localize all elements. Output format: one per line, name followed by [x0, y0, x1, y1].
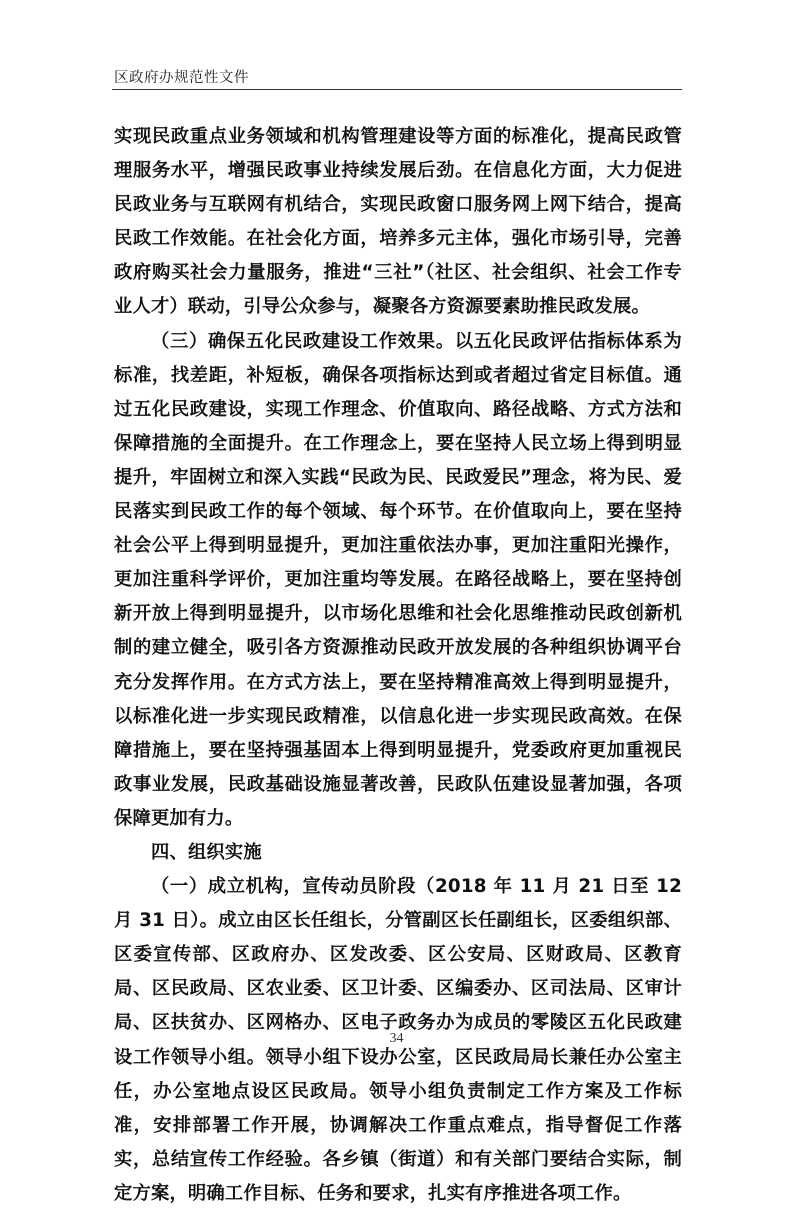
header-divider [112, 89, 682, 90]
page-number: 34 [389, 1031, 404, 1046]
running-header: 区政府办规范性文件 [114, 70, 249, 86]
paragraph-continuation: 实现民政重点业务领域和机构管理建设等方面的标准化，提高民政管理服务水平，增强民政事业持续发展后劲。在信息化方面，大力促进民政业务与互联网有机结合，实现民政窗口服务网上网下结合，提高民政工作效能。在社会化方面，培养多元主体，强化市场引导，完善政府购买社会力量服务，推进“三社”（社区、社会组织、社会工作专业人才）联动，引导公众参与，凝聚各方资源要素助推民政发展。 [114, 126, 682, 318]
paragraph-section-3: （三）确保五化民政建设工作效果。以五化民政评估指标体系为标准，找差距，补短板，确保各项指标达到或者超过省定目标值。通过五化民政建设，实现工作理念、价值取向、路径战略、方式方法和保障措施的全面提升。在工作理念上，要在坚持人民立场上得到明显提升，牢固树立和深入实践“民政为民、民政爱民”理念，将为民、爱民落实到民政工作的每个领域、每个环节。在价值取向上，要在坚持社会公平上得到明显提升，更加注重依法办事，更加注重阳光操作，更加注重科学评价，更加注重均等发展。在路径战略上，要在坚持创新开放上得到明显提升，以市场化思维和社会化思维推动民政创新机制的建立健全，吸引各方资源推动民政开放发展的各种组织协调平台充分发挥作用。在方式方法上，要在坚持精准高效上得到明显提升，以标准化进一步实现民政精准，以信息化进一步实现民政高效。在保障措施上，要在坚持强基固本上得到明显提升，党委政府更加重视民政事业发展，民政基础设施显著改善，民政队伍建设显著加强，各项保障更加有力。 [114, 330, 682, 829]
document-body [114, 120, 682, 1211]
paragraph-subsection-1: （一）成立机构，宣传动员阶段（2018 年 11 月 21 日至 12 月 31 日）。成立由区长任组长，分管副区长任副组长，区委组织部、区委宣传部、区政府办、区发改委、区公安局、区财政局、区教育局、区民政局、区农业委、区卫计委、区编委办、区司法局、区审计局、区扶贫办、区网格办、区电子政务办为成员的零陵区五化民政建设工作领导小组。领导小组下设办公室，区民政局局长兼任办公室主任，办公室地点设区民政局。领导小组负责制定工作方案及工作标准，安排部署工作开展，协调解决工作重点难点，指导督促工作落实，总结宣传工作经验。各乡镇（街道）和有关部门要结合实际，制定方案，明确工作目标、任务和要求，扎实有序推进各项工作。 [114, 876, 682, 1204]
section-heading-organization: 四、组织实施 [151, 841, 262, 863]
